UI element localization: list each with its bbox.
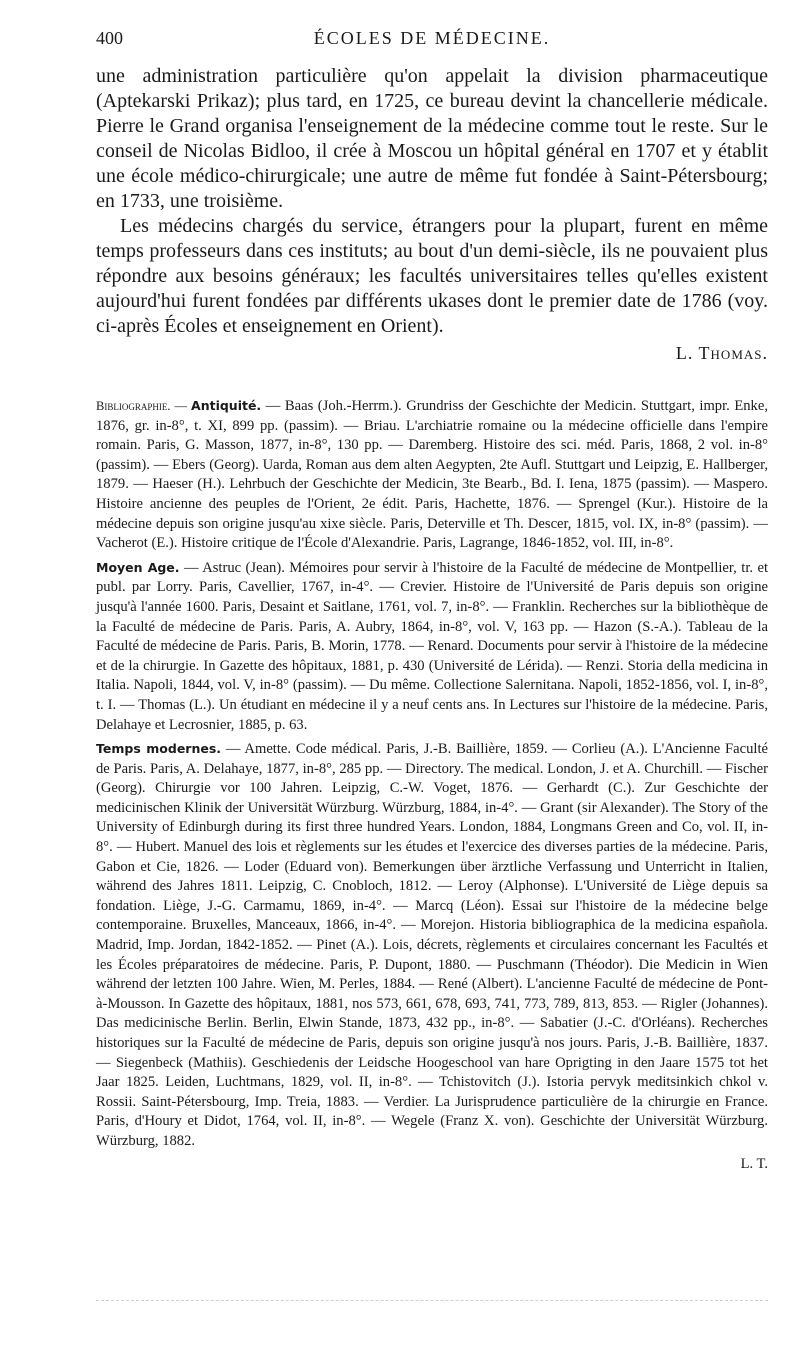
running-title: ÉCOLES DE MÉDECINE. bbox=[313, 28, 551, 48]
paragraph-2: Les médecins chargés du service, étrangers pour la plupart, furent en même temps professeurs dans ces instituts; au bout d'un demi-siècle, ils ne pouvaient plus répondre aux besoins généraux; les facultés universitaires telles qu'elles existent aujourd'hui furent fondées par différents ukases dont le premier date de 1786 (voy. ci-après Écoles et enseignement en Orient). bbox=[96, 215, 768, 337]
section-heading-modern-times: Temps modernes. bbox=[96, 741, 222, 757]
bibliography-signature: L. T. bbox=[740, 1155, 768, 1172]
page-number: 400 bbox=[96, 28, 123, 48]
bibliography-antiquity bbox=[96, 396, 768, 554]
page-bottom-rule bbox=[96, 1300, 768, 1301]
section-heading-antiquity: Antiquité. bbox=[191, 398, 262, 413]
paragraph-1: une administration particulière qu'on appelait la division pharmaceutique (Aptekarski Prikaz); plus tard, en 1725, ce bureau devint la chancellerie médicale. Pierre le Grand organisa l'enseignement de la médecine comme tout le reste. Sur le conseil de Nicolas Bidloo, il crée à Moscou un hôpital général en 1707 et y établit une école médico-chirurgicale; une autre de même fut fondée à Saint-Pétersbourg; en 1733, une troisième. bbox=[96, 65, 768, 212]
document-page bbox=[96, 28, 768, 1177]
bibliography-text-middle-ages: — Astruc (Jean). Mémoires pour servir à l'histoire de la Faculté de médecine de Montpellier, tr. et publ. par Lorry. Paris, Cavellier, 1767, in-4°. — Crevier. Histoire de l'Université de Paris depuis son origine jusqu'à l'année 1600. Paris, Desaint et Saitlane, 1761, vol. 7, in-8°. — Franklin. Recherches sur la bibliothèque de la Faculté de médecine de Paris. Paris, A. Aubry, 1864, in-8°, vol. V, 163 pp. — Hazon (S.-A.). Tableau de la Faculté de médecine de Paris. Paris, B. Morin, 1778. — Renard. Documents pour servir à l'histoire de la médecine et de la chirurgie. In Gazette des hôpitaux, 1881, p. 430 (Université de Lérida). — Renzi. Storia della medicina in Italia. Napoli, 1844, vol. V, in-8° (passim). — Du même. Collectione Salernitana. Napoli, 1852-1856, vol. I, in-8°, t. I. — Thomas (L.). Un étudiant en médecine il y a neuf cents ans. In Lectures sur l'histoire de la médecine. Paris, Delahaye et Lecrosnier, 1885, p. 63. bbox=[96, 559, 768, 733]
bibliography-middle-ages bbox=[96, 558, 768, 735]
author-signature: L. Thomas. bbox=[675, 343, 768, 363]
bibliography-modern-times bbox=[96, 739, 768, 1151]
bibliography-text-antiquity: — Baas (Joh.-Herrm.). Grundriss der Geschichte der Medicin. Stuttgart, impr. Enke, 1876, gr. in-8°, t. XI, 899 pp. (passim). — Briau. L'archiatrie romaine ou la médecine officielle dans l'empire romain. Paris, G. Masson, 1877, in-8°, 130 pp. — Daremberg. Histoire des sci. méd. Paris, 1868, 2 vol. in-8° (passim). — Ebers (Georg). Uarda, Roman aus dem alten Aegypten, 2te Aufl. Stuttgart und Leipzig, E. Hallberger, 1879. — Haeser (H.). Lehrbuch der Geschichte der Medicin, 3te Bearb., Bd. I. Iena, 1875 (passim). — Maspero. Histoire ancienne des peuples de l'Orient, 2e édit. Paris, Hachette, 1876. — Sprengel (Kur.). Histoire de la médecine depuis son origine jusqu'au xixe siècle. Paris, Deterville et Th. Descer, 1815, vol. IX, in-8° (passim). — Vacherot (E.). Histoire critique de l'École d'Alexandrie. Paris, Lagrange, 1846-1852, vol. III, in-8°. bbox=[96, 398, 768, 552]
bibliography bbox=[96, 396, 768, 1174]
section-heading-middle-ages: Moyen Age. bbox=[96, 559, 180, 575]
bibliography-label: Bibliographie. — bbox=[96, 399, 192, 413]
main-text bbox=[96, 64, 768, 339]
page-header bbox=[96, 28, 768, 56]
bibliography-text-modern-times: — Amette. Code médical. Paris, J.-B. Baillière, 1859. — Corlieu (A.). L'Ancienne Faculté de Paris. Paris, A. Delahaye, 1877, in-8°, 285 pp. — Directory. The medical. London, J. et A. Churchill. — Fischer (Georg). Chirurgie vor 100 Jahren. Leipzig, C.-W. Voget, 1876. — Gerhardt (C.). Zur Geschichte der medicinischen Klinik der Universität Würzburg. Würzburg, 1884, in-4°. — Grant (sir Alexander). The Story of the University of Edinburgh during its first three hundred Years. London, 1884, Longmans Green and Co, vol. II, in-8°. — Hubert. Manuel des lois et règlements sur les études et l'exercice des diverses parties de la médecine. Paris, Gabon et Cie, 1826. — Loder (Eduard von). Bemerkungen über ärztliche Verfassung und Unterricht in Italien, während des Jahres 1811. Leipzig, C. Cnobloch, 1812. — Leroy (Alphonse). L'Université de Liège depuis sa fondation. Liège, J.-G. Carmamu, 1869, in-4°. — Marcq (Léon). Essai sur l'histoire de la médecine belge contemporaine. Bruxelles, Manceaux, 1866, in-4°. — Morejon. Historia bibliographica de la medicina española. Madrid, Imp. Jordan, 1842-1852. — Pinet (A.). Lois, décrets, règlements et circulaires concernant les Facultés et les Écoles préparatoires de médecine. Paris, P. Dupont, 1880. — Puschmann (Théodor). Die Medicin in Wien während der letzten 100 Jahre. Wien, M. Perles, 1884. — René (Albert). L'ancienne Faculté de médecine de Pont-à-Mousson. In Gazette des hôpitaux, 1881, nos 573, 661, 678, 693, 741, 773, 789, 813, 853. — Rigler (Johannes). Das medicinische Berlin. Berlin, Elwin Stande, 1873, 432 pp., in-8°. — Sabatier (J.-C. d'Orléans). Recherches historiques sur la Faculté de médecine de Paris, depuis son origine jusqu'à nos jours. Paris, J.-B. Baillière, 1837. — Siegenbeck (Mathiis). Geschiedenis der Leidsche Hoogeschool van hare Oprigting in den Jaare 1575 tot het Jaar 1825. Leiden, Luchtmans, 1829, vol. II, in-8°. — Tchistovitch (J.). Istoria pervyk meditsinkich chkol v. Rossii. Saint-Pétersbourg, Imp. Treia, 1883. — Verdier. La Jurisprudence particulière de la chirurgie en France. Paris, d'Houry et Didot, 1764, vol. II, in-8°. — Wegele (Franz X. von). Geschichte der Universität Würzburg. Würzburg, 1882. bbox=[96, 741, 768, 1149]
